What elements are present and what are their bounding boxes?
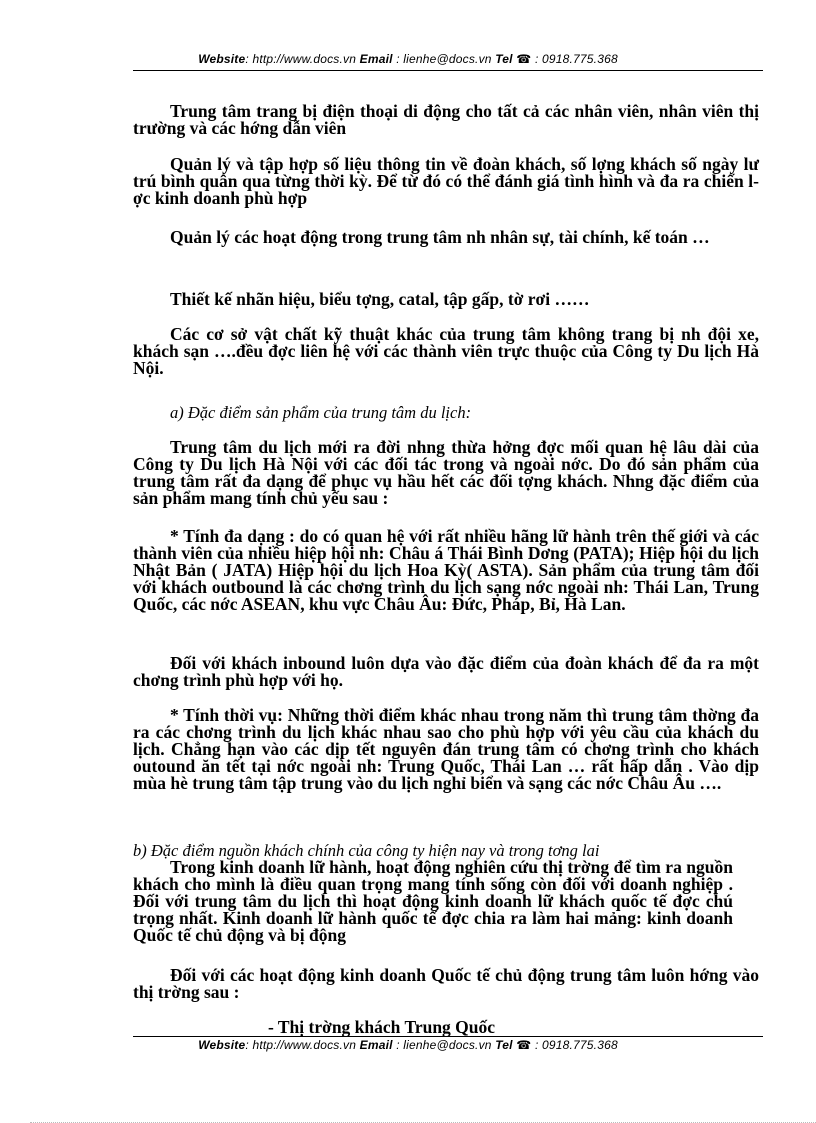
section-heading-b: b) Đặc điểm nguồn khách chính của công ty hiện nay và trong tơng lai xyxy=(133,841,600,860)
paragraph-3: Quản lý các hoạt động trong trung tâm nh nhân sự, tài chính, kế toán … xyxy=(170,227,710,247)
paragraph-6: Trung tâm du lịch mới ra đời nhng thừa hởng đợc mối quan hệ lâu dài của Công ty Du lịch Hà Nội với các đối tác trong và ngoài nớc. Do đó sản phẩm của trung tâm rất đa dạng để phục vụ hầu hết các đối tợng khách. Nhng đặc điểm của sản phẩm mang tính chủ yếu sau : xyxy=(133,437,759,508)
paragraph-4: Thiết kế nhãn hiệu, biểu tợng, catal, tập gấp, tờ rơi …… xyxy=(170,289,590,309)
page-header xyxy=(0,52,816,66)
paragraph-7: * Tính đa dạng : do có quan hệ với rất nhiều hãng lữ hành trên thế giới và các thành viên của nhiều hiệp hội nh: Châu á Thái Bình Dơng (PATA); Hiệp hội du lịch Nhật Bản ( JATA) Hiệp hội du lịch Hoa Kỳ( ASTA). Sản phẩm của trung tâm đối với khách outbound là các chơng trình du lịch sạng nớc ngoài nh: Thái Lan, Trung Quốc, các nớc ASEAN, khu vực Châu Âu: Đức, Pháp, Bỉ, Hà Lan. xyxy=(133,526,759,614)
footer-phone-icon: ☎ xyxy=(516,1038,532,1052)
page-footer xyxy=(0,1038,816,1052)
website-url: : http://www.docs.vn xyxy=(245,52,357,66)
tel-value: : 0918.775.368 xyxy=(534,52,618,66)
paragraph-1: Trung tâm trang bị điện thoại di động cho tất cả các nhân viên, nhân viên thị trường và các hớng dẫn viên xyxy=(133,101,759,138)
footer-website-label: Website xyxy=(198,1038,246,1052)
paragraph-8: Đối với khách inbound luôn dựa vào đặc điểm của đoàn khách để đa ra một chơng trình phù hợp với họ. xyxy=(133,653,759,690)
phone-icon: ☎ xyxy=(516,52,532,66)
footer-tel-label: Tel xyxy=(495,1038,513,1052)
footer-divider xyxy=(133,1036,763,1037)
section-heading-a: a) Đặc điểm sản phẩm của trung tâm du lịch: xyxy=(170,403,472,422)
tel-label: Tel xyxy=(495,52,513,66)
paragraph-5: Các cơ sở vật chất kỹ thuật khác của trung tâm không trang bị nh đội xe, khách sạn ….đều đợc liên hệ với các thành viên trực thuộc của Công ty Du lịch Hà Nội. xyxy=(133,324,759,378)
paragraph-2: Quản lý và tập hợp số liệu thông tin về đoàn khách, số lợng khách số ngày lư trú bình quân qua từng thời kỳ. Để từ đó có thể đánh giá tình hình và đa ra chiến lợc kinh doanh phù hợp xyxy=(133,154,759,208)
paragraph-10: Trong kinh doanh lữ hành, hoạt động nghiên cứu thị trờng để tìm ra nguồn khách cho mình là điều quan trọng mang tính sống còn đối với doanh nghiệp . Đối với trung tâm du lịch thì hoạt động kinh doanh lữ khách quốc tế đợc chú trọng nhất. Kinh doanh lữ hành quốc tế đợc chia ra làm hai mảng: kinh doanh Quốc tế chủ động và bị động xyxy=(133,857,733,945)
footer-tel-value: : 0918.775.368 xyxy=(534,1038,618,1052)
paragraph-9: * Tính thời vụ: Những thời điểm khác nhau trong năm thì trung tâm thờng đa ra các chơng trình du lịch khác nhau sao cho phù hợp với yêu cầu của khách du lịch. Chẳng hạn vào các dịp tết nguyên đán trung tâm có chơng trình cho khách outound ăn tết tại nớc ngoài nh: Trung Quốc, Thái Lan … rất hấp dẫn . Vào dịp mùa hè trung tâm tập trung vào du lịch nghỉ biển và sạng các nớc Châu Âu …. xyxy=(133,705,759,793)
header-divider xyxy=(133,70,763,71)
paragraph-11: Đối với các hoạt động kinh doanh Quốc tế chủ động trung tâm luôn hớng vào thị trờng sau : xyxy=(133,965,759,1002)
website-label: Website xyxy=(198,52,246,66)
email-label: Email xyxy=(359,52,393,66)
footer-email-value: : lienhe@docs.vn xyxy=(392,1038,492,1052)
footer-email-label: Email xyxy=(359,1038,393,1052)
email-value: : lienhe@docs.vn xyxy=(392,52,492,66)
list-item-china-market: - Thị trờng khách Trung Quốc xyxy=(268,1017,496,1037)
footer-website-url: : http://www.docs.vn xyxy=(245,1038,357,1052)
